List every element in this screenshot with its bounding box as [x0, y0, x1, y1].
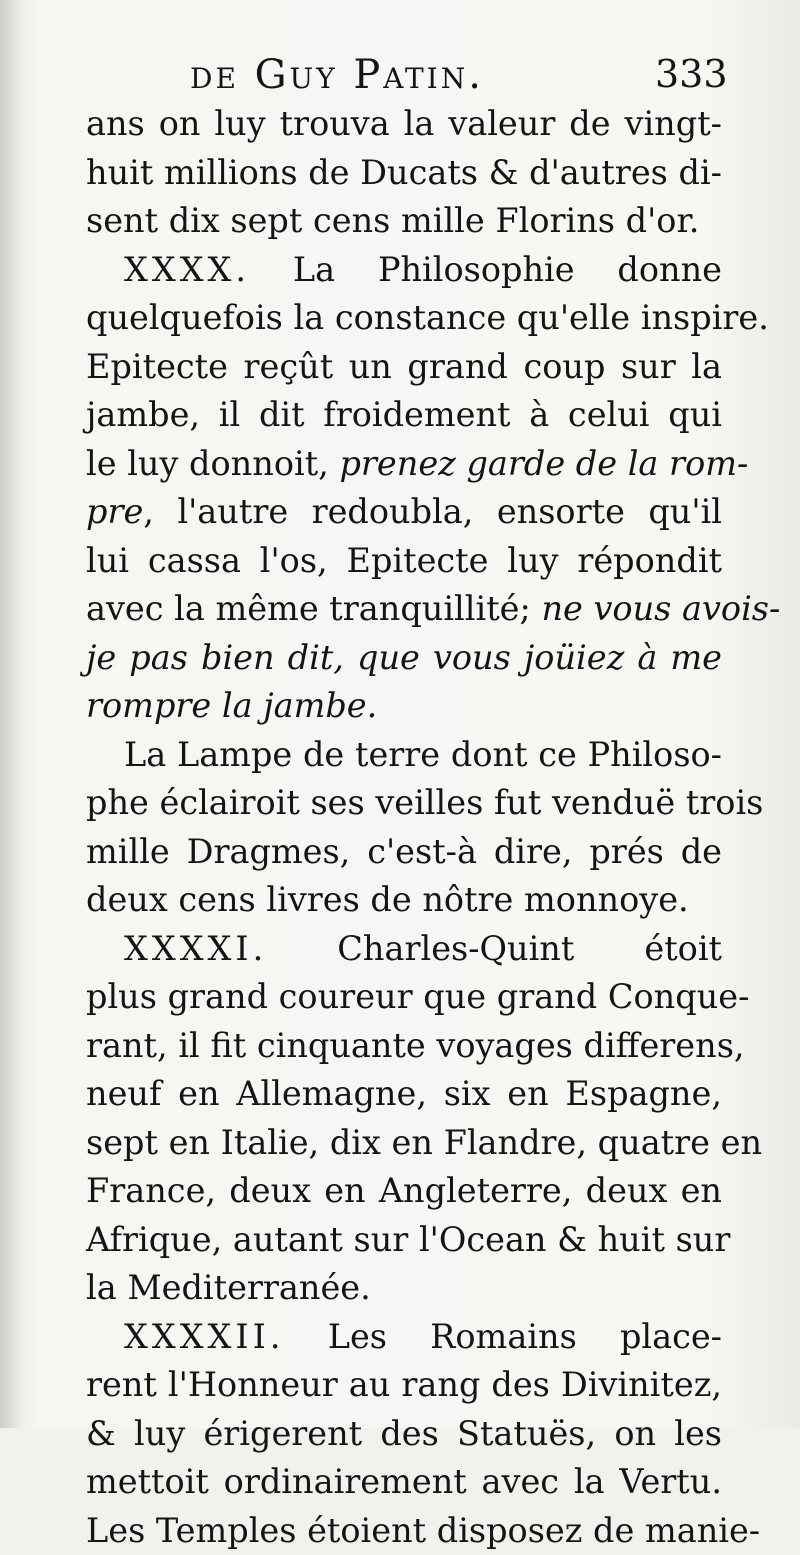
- text-segment: rant, il fit cinquante voyages differens,: [86, 1026, 745, 1065]
- text-segment: le luy donnoit,: [86, 444, 339, 483]
- section-number: XXXX.: [124, 250, 250, 289]
- text-segment: Afrique, autant sur l'Ocean & huit sur: [86, 1220, 730, 1259]
- text-line: [86, 1216, 722, 1265]
- text-line: [86, 100, 722, 149]
- text-segment: & luy érigerent des Statuës, on les: [86, 1414, 722, 1453]
- text-line: [86, 682, 722, 731]
- text-line: [86, 1410, 722, 1459]
- page-shadow-edge: [0, 0, 22, 1428]
- text-line: [86, 1361, 722, 1410]
- text-segment: rent l'Honneur au rang des Divinitez,: [86, 1365, 722, 1404]
- text-segment: mille Dragmes, c'est-à dire, prés de: [86, 832, 722, 871]
- text-line: [86, 1167, 722, 1216]
- text-segment: phe éclairoit ses veilles fut venduë trois: [86, 783, 763, 822]
- text-segment: quelquefois la constance qu'elle inspire.: [86, 298, 769, 337]
- text-line: [86, 197, 722, 246]
- text-segment: lui cassa l'os, Epitecte luy répondit: [86, 541, 722, 580]
- text-line: [86, 294, 722, 343]
- text-line: [86, 876, 722, 925]
- section-number: XXXXII.: [124, 1317, 285, 1356]
- text-line: [86, 246, 722, 295]
- text-line: [86, 1313, 722, 1362]
- text-line: [86, 634, 722, 683]
- text-line: [86, 828, 722, 877]
- text-line: [86, 149, 722, 198]
- text-line: [86, 1022, 722, 1071]
- text-segment: , l'autre redoubla, ensorte qu'il: [143, 492, 722, 531]
- text-line: [86, 585, 722, 634]
- text-line: [86, 1458, 722, 1507]
- text-segment: ans on luy trouva la valeur de vingt-: [86, 104, 722, 143]
- text-line: [86, 343, 722, 392]
- text-line: [86, 537, 722, 586]
- text-segment: neuf en Allemagne, six en Espagne,: [86, 1074, 722, 1113]
- text-line: [86, 1507, 722, 1555]
- page-number: 333: [655, 52, 728, 96]
- text-segment: sept en Italie, dix en Flandre, quatre en: [86, 1123, 762, 1162]
- text-line: [86, 779, 722, 828]
- text-line: [86, 488, 722, 537]
- text-line: [86, 1070, 722, 1119]
- text-line: [86, 1119, 722, 1168]
- text-segment: La Lampe de terre dont ce Philoso-: [124, 735, 722, 774]
- italic-text: pre: [86, 492, 143, 531]
- text-segment: sent dix sept cens mille Florins d'or.: [86, 201, 699, 240]
- text-segment: deux cens livres de nôtre monnoye.: [86, 880, 689, 919]
- text-line: [86, 731, 722, 780]
- text-line: [86, 1264, 722, 1313]
- italic-text: ne vous avois-: [541, 589, 780, 628]
- text-line: [86, 973, 722, 1022]
- text-line: [86, 440, 722, 489]
- text-line: [86, 391, 722, 440]
- text-segment: Epitecte reçût un grand coup sur la: [86, 347, 722, 386]
- italic-text: prenez garde de la rom-: [339, 444, 748, 483]
- text-segment: plus grand coureur que grand Conque-: [86, 977, 749, 1016]
- text-segment: La Philosophie donne: [250, 250, 722, 289]
- text-segment: Les Temples étoient disposez de manie-: [86, 1511, 760, 1550]
- italic-text: je pas bien dit, que vous joüiez à me: [86, 638, 722, 677]
- section-number: XXXXI.: [124, 929, 267, 968]
- text-segment: Les Romains place-: [285, 1317, 722, 1356]
- text-segment: la Mediterranée.: [86, 1268, 371, 1307]
- body-text: [86, 100, 722, 1555]
- running-head-title: de Guy Patin.: [190, 52, 484, 98]
- text-line: [86, 925, 722, 974]
- text-segment: avec la même tranquillité;: [86, 589, 541, 628]
- italic-text: rompre la jambe.: [86, 686, 377, 725]
- text-segment: Charles-Quint étoit: [267, 929, 722, 968]
- text-segment: huit millions de Ducats & d'autres di-: [86, 153, 722, 192]
- text-segment: mettoit ordinairement avec la Vertu.: [86, 1462, 722, 1501]
- text-segment: France, deux en Angleterre, deux en: [86, 1171, 722, 1210]
- text-segment: jambe, il dit froidement à celui qui: [86, 395, 722, 434]
- running-head: [0, 50, 800, 100]
